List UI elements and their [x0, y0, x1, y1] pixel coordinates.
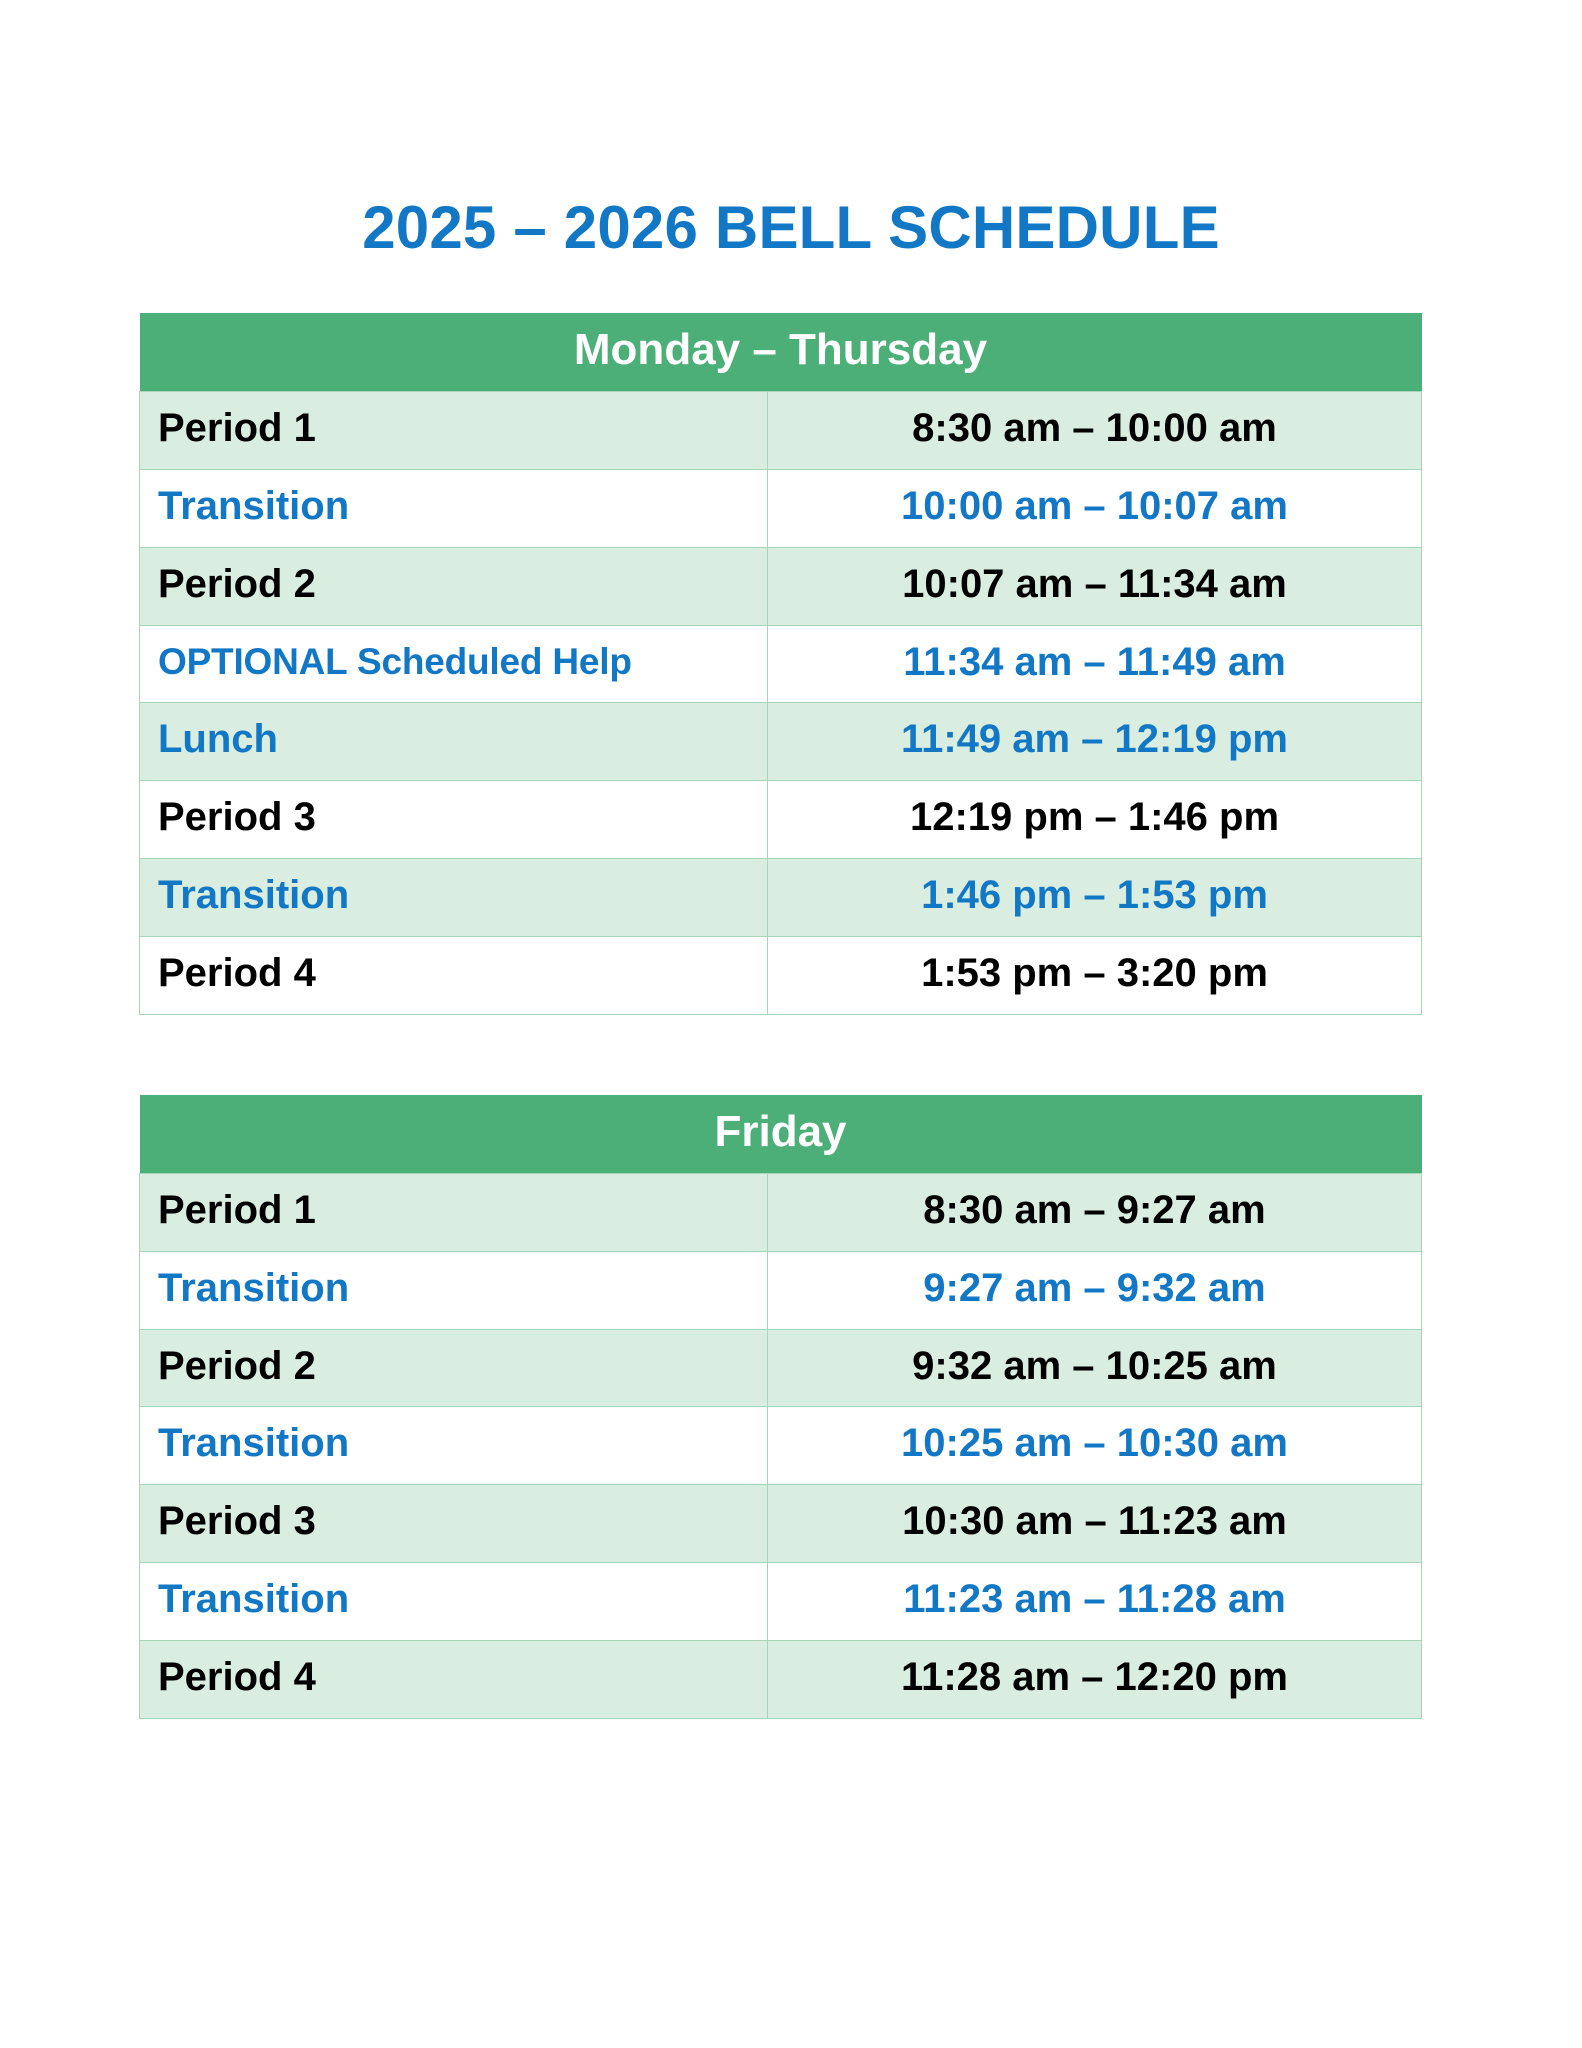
schedule-table-2	[139, 1095, 1422, 1719]
day-header: Monday – Thursday	[140, 313, 1422, 392]
schedule-item-time: 11:28 am – 12:20 pm	[768, 1640, 1422, 1718]
table-row	[140, 1485, 1422, 1563]
table-row	[140, 1173, 1422, 1251]
table-row	[140, 1407, 1422, 1485]
table-row	[140, 858, 1422, 936]
page-title: 2025 – 2026 BELL SCHEDULE	[362, 194, 1220, 261]
table-row	[140, 547, 1422, 625]
schedule-item-time: 10:25 am – 10:30 am	[768, 1407, 1422, 1485]
schedule-item-time: 11:23 am – 11:28 am	[768, 1562, 1422, 1640]
schedule-item-time: 8:30 am – 10:00 am	[768, 392, 1422, 470]
schedule-item-time: 1:53 pm – 3:20 pm	[768, 936, 1422, 1014]
table-row	[140, 781, 1422, 859]
schedule-tables-container	[139, 313, 1443, 1719]
schedule-item-label: Period 4	[140, 936, 768, 1014]
table-row	[140, 469, 1422, 547]
table-header-row	[140, 313, 1422, 392]
table-row	[140, 1562, 1422, 1640]
schedule-item-label: Transition	[140, 1562, 768, 1640]
schedule-item-label: Period 3	[140, 781, 768, 859]
schedule-item-time: 11:49 am – 12:19 pm	[768, 703, 1422, 781]
table-row	[140, 392, 1422, 470]
table-row	[140, 625, 1422, 703]
schedule-item-label: OPTIONAL Scheduled Help	[140, 625, 768, 703]
schedule-item-time: 12:19 pm – 1:46 pm	[768, 781, 1422, 859]
schedule-item-label: Period 1	[140, 392, 768, 470]
schedule-item-time: 8:30 am – 9:27 am	[768, 1173, 1422, 1251]
table-header-row	[140, 1095, 1422, 1174]
schedule-item-label: Period 4	[140, 1640, 768, 1718]
schedule-item-label: Period 2	[140, 547, 768, 625]
schedule-item-time: 9:27 am – 9:32 am	[768, 1251, 1422, 1329]
schedule-item-time: 10:30 am – 11:23 am	[768, 1485, 1422, 1563]
schedule-item-label: Transition	[140, 858, 768, 936]
schedule-item-time: 10:07 am – 11:34 am	[768, 547, 1422, 625]
table-row	[140, 936, 1422, 1014]
schedule-item-label: Period 2	[140, 1329, 768, 1407]
schedule-item-label: Lunch	[140, 703, 768, 781]
schedule-item-time: 10:00 am – 10:07 am	[768, 469, 1422, 547]
table-row	[140, 1329, 1422, 1407]
schedule-item-time: 11:34 am – 11:49 am	[768, 625, 1422, 703]
table-row	[140, 1640, 1422, 1718]
table-row	[140, 703, 1422, 781]
schedule-item-label: Period 1	[140, 1173, 768, 1251]
schedule-item-label: Transition	[140, 469, 768, 547]
schedule-item-label: Transition	[140, 1251, 768, 1329]
schedule-item-label: Transition	[140, 1407, 768, 1485]
schedule-item-time: 1:46 pm – 1:53 pm	[768, 858, 1422, 936]
day-header: Friday	[140, 1095, 1422, 1174]
table-row	[140, 1251, 1422, 1329]
schedule-table-1	[139, 313, 1422, 1015]
schedule-item-time: 9:32 am – 10:25 am	[768, 1329, 1422, 1407]
schedule-item-label: Period 3	[140, 1485, 768, 1563]
